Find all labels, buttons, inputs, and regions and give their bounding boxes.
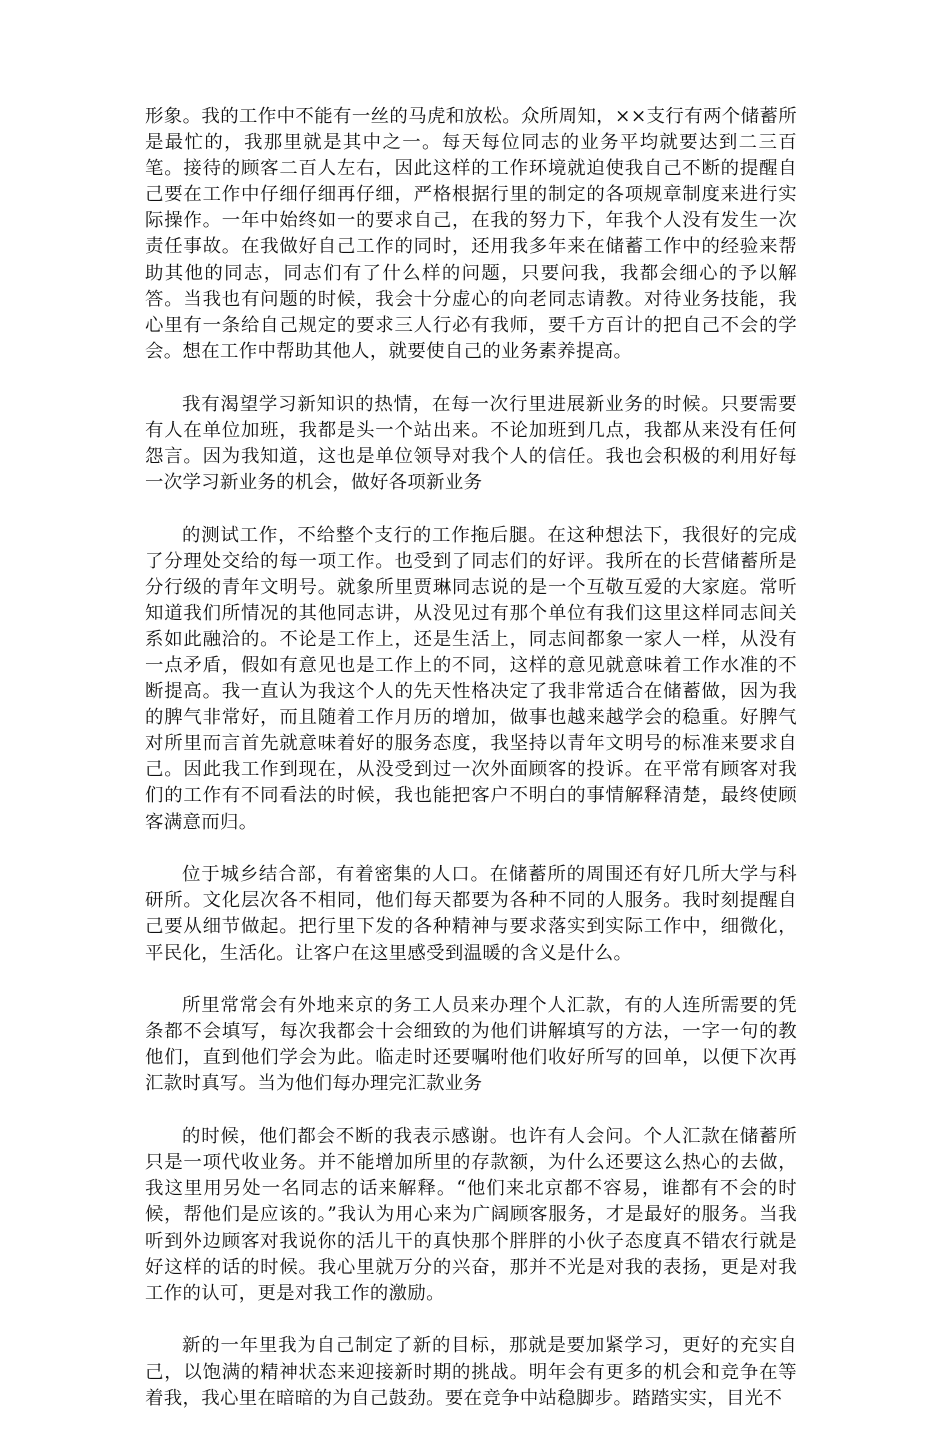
document-page (145, 104, 797, 1438)
paragraph-4: 位于城乡结合部，有着密集的人口。在储蓄所的周围还有好几所大学与科研所。文化层次各不相同，他们每天都要为各种不同的人服务。我时刻提醒自己要从细节做起。把行里下发的各种精神与要求落实到实际工作中，细微化，平民化，生活化。让客户在这里感受到温暖的含义是什么。 (145, 864, 797, 964)
paragraph-2: 我有渴望学习新知识的热情，在每一次行里进展新业务的时候。只要需要有人在单位加班，我都是头一个站出来。不论加班到几点，我都从来没有任何怨言。因为我知道，这也是单位领导对我个人的信任。我也会积极的利用好每一次学习新业务的机会，做好各项新业务 (145, 393, 797, 493)
paragraph-3: 的测试工作，不给整个支行的工作拖后腿。在这种想法下，我很好的完成了分理处交给的每一项工作。也受到了同志们的好评。我所在的长营储蓄所是分行级的青年文明号。就象所里贾琳同志说的是一个互敬互爱的大家庭。常听知道我们所情况的其他同志讲，从没见过有那个单位有我们这里这样同志间关系如此融洽的。不论是工作上，还是生活上，同志间都象一家人一样，从没有一点矛盾，假如有意见也是工作上的不同，这样的意见就意味着工作水准的不断提高。我一直认为我这个人的先天性格决定了我非常适合在储蓄做，因为我的脾气非常好，而且随着工作月历的增加，做事也越来越学会的稳重。好脾气对所里而言首先就意味着好的服务态度，我坚持以青年文明号的标准来要求自己。因此我工作到现在，从没受到过一次外面顾客的投诉。在平常有顾客对我们的工作有不同看法的时候，我也能把客户不明白的事情解释清楚，最终使顾客满意而归。 (145, 524, 797, 833)
paragraph-7: 新的一年里我为自己制定了新的目标，那就是要加紧学习，更好的充实自己，以饱满的精神状态来迎接新时期的挑战。明年会有更多的机会和竞争在等着我，我心里在暗暗的为自己鼓劲。要在竞争中站稳脚步。踏踏实实，目光不 (145, 1335, 797, 1409)
paragraph-1: 形象。我的工作中不能有一丝的马虎和放松。众所周知，××支行有两个储蓄所是最忙的，我那里就是其中之一。每天每位同志的业务平均就要达到二三百笔。接待的顾客二百人左右，因此这样的工作环境就迫使我自己不断的提醒自己要在工作中仔细仔细再仔细，严格根据行里的制定的各项规章制度来进行实际操作。一年中始终如一的要求自己，在我的努力下，年我个人没有发生一次责任事故。在我做好自己工作的同时，还用我多年来在储蓄工作中的经验来帮助其他的同志，同志们有了什么样的问题，只要问我，我都会细心的予以解答。当我也有问题的时候，我会十分虚心的向老同志请教。对待业务技能，我心里有一条给自己规定的要求三人行必有我师，要千方百计的把自己不会的学会。想在工作中帮助其他人，就要使自己的业务素养提高。 (145, 106, 797, 362)
paragraph-6: 的时候，他们都会不断的我表示感谢。也许有人会问。个人汇款在储蓄所只是一项代收业务。并不能增加所里的存款额，为什么还要这么热心的去做，我这里用另处一名同志的话来解释。“他们来北京都不容易，谁都有不会的时候，帮他们是应该的。”我认为用心来为广阔顾客服务，才是最好的服务。当我听到外边顾客对我说你的活儿干的真快那个胖胖的小伙子态度真不错农行就是好这样的话的时候。我心里就万分的兴奋，那并不光是对我的表扬，更是对我工作的认可，更是对我工作的激励。 (145, 1126, 797, 1304)
paragraph-5: 所里常常会有外地来京的务工人员来办理个人汇款，有的人连所需要的凭条都不会填写，每次我都会十会细致的为他们讲解填写的方法，一字一句的教他们，直到他们学会为此。临走时还要嘱咐他们收好所写的回单，以便下次再汇款时真写。当为他们每办理完汇款业务 (145, 995, 797, 1095)
